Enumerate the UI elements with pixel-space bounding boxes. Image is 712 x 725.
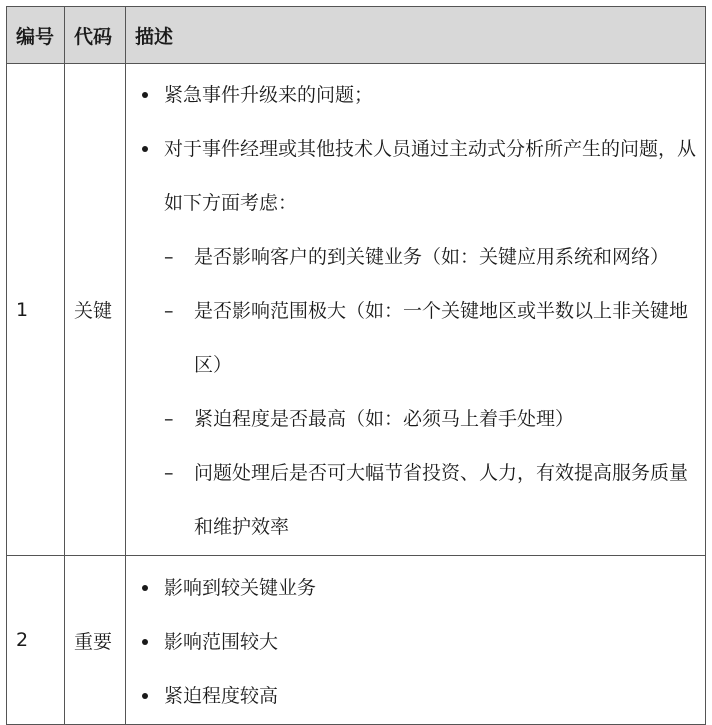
list-item: 紧急事件升级来的问题； <box>134 68 697 122</box>
sub-list-item: – 是否影响客户的到关键业务（如：关键应用系统和网络） <box>134 230 697 284</box>
row-description <box>126 556 706 725</box>
list-item: 影响到较关键业务 <box>134 561 697 615</box>
table-row <box>7 64 706 556</box>
row-number: 1 <box>7 64 65 556</box>
header-description: 描述 <box>126 7 706 64</box>
list-item: 紧迫程度较高 <box>134 669 697 723</box>
list-item: 对于事件经理或其他技术人员通过主动式分析所产生的问题，从如下方面考虑： <box>134 122 697 230</box>
list-item: 影响范围较大 <box>134 615 697 669</box>
header-number: 编号 <box>7 7 65 64</box>
row-code: 关键 <box>65 64 126 556</box>
table-row <box>7 556 706 725</box>
header-code: 代码 <box>65 7 126 64</box>
description-list <box>134 561 697 723</box>
row-number: 2 <box>7 556 65 725</box>
sub-list-item: – 是否影响范围极大（如：一个关键地区或半数以上非关键地区） <box>134 284 697 392</box>
priority-table <box>6 6 706 725</box>
row-code: 重要 <box>65 556 126 725</box>
header-row <box>7 7 706 64</box>
description-list <box>134 68 697 554</box>
sub-list-item: – 紧迫程度是否最高（如：必须马上着手处理） <box>134 392 697 446</box>
sub-list-item: – 问题处理后是否可大幅节省投资、人力，有效提高服务质量和维护效率 <box>134 446 697 554</box>
row-description <box>126 64 706 556</box>
